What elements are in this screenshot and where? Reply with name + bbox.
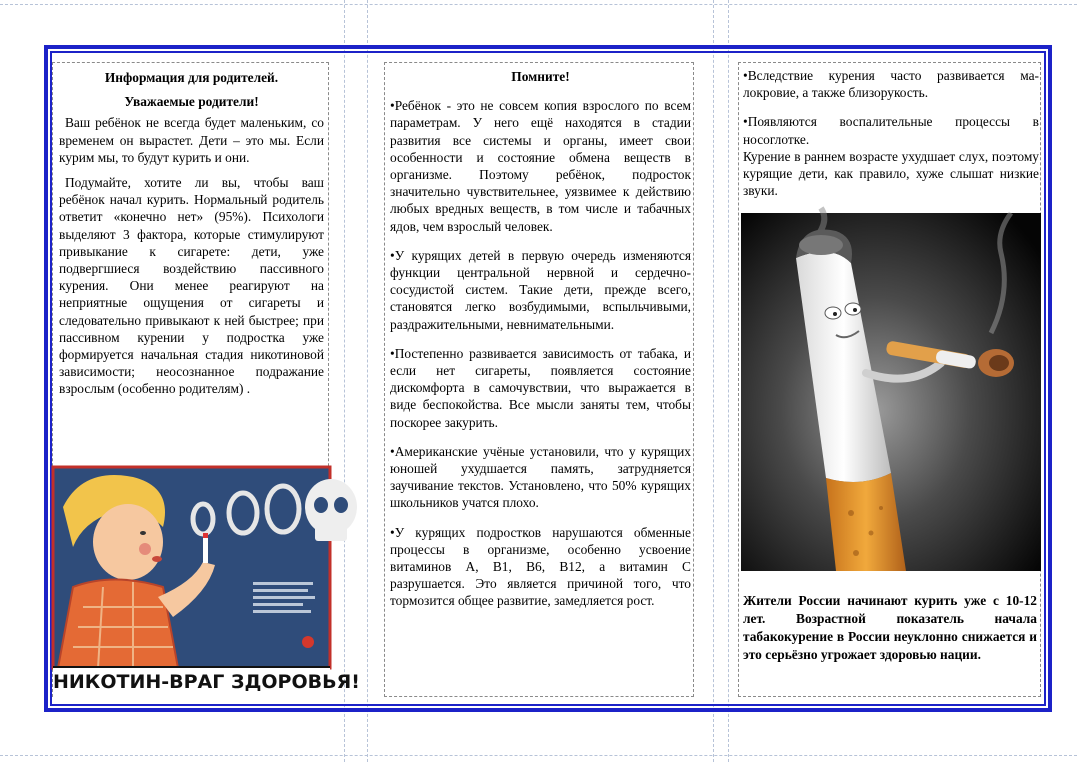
bullet-item: •Ребёнок - это не совсем копия взрослого по всем параметрам. У него ещё находятся в стадии развития все системы и органы, имеет свои особенности и состояние обмена веществ в организме. Поэтому ребёнок, подросток значительно чувствительнее, уязвимее к действию любых вредных веществ, в том числе и табачных ядов, чем взрослый человек. (390, 98, 691, 234)
poster-illustration (53, 467, 330, 668)
paragraph: Подумайте, хотите ли вы, чтобы ваш ребёнок начал курить. Нормальный родитель ответит «конечно нет» (95%). Психологи выделяют 3 фактора, которые стимулируют привыкание к сигарете: дети, уже подвергшиеся воздействию пассивного курения. Они менее реагируют на неприятные ощущения от сигареты и следовательно привыкают к ней быстрее; при пассивном курении у подростка уже формируется начальная стадия никотиновой зависимости; неосознанное подражание взрослым (особенно родителям) . (59, 175, 324, 397)
bullet-item: •Появляются воспалительные процессы в носоглотке. (743, 114, 1039, 147)
column-remember (384, 62, 694, 697)
column-1-subtitle: Уважаемые родители! (124, 94, 259, 110)
paragraph: Ваш ребёнок не всегда будет маленьким, со временем он вырастет. Дети – это мы. Если курим мы, то будут курить и они. (59, 115, 324, 165)
paragraph: Курение в раннем возрасте ухудшает слух, поэтому курящие дети, как правило, хуже слышат низкие звуки. (743, 148, 1039, 199)
bullet-item: •Американские учёные установили, что у курящих юношей ухудшается память, затрудняется заучивание текстов. Установлено, что 50% курящих школьников учатся плохо. (390, 443, 691, 511)
column-1-text (59, 69, 324, 406)
anti-smoking-poster (53, 467, 360, 697)
column-parents-info (52, 62, 360, 697)
bullet-item: •Вследствие курения часто развивается малокровие, а также близорукость. (743, 68, 1039, 101)
column-2-title: Помните! (511, 69, 570, 84)
column-consequences (738, 62, 1041, 697)
page-guide (0, 755, 1077, 756)
russia-smoking-age-note: Жители России начинают курить уже с 10-12 лет. Возрастной показатель начала табакокурение в России неуклонно снижается и это серьёзно угрожает здоровью нации. (743, 593, 1037, 662)
column-1-title: Информация для родителей. (104, 70, 279, 85)
column-3-text (743, 67, 1039, 199)
bullet-item: •Постепенно развивается зависимость от табака, и если нет сигареты, появляется состояние дискомфорта в самочувствии, что выражается в виде беспокойства. Все мысли заняты тем, чтобы поскорее закурить. (390, 345, 691, 430)
bullet-item: •У курящих подростков нарушаются обменные процессы в организме, особенно усвоение витаминов А, В1, В6, В12, а витамин С разрушается. Это является причиной того, что тормозится общее развитие, замедляется рост. (390, 524, 691, 609)
cigarette-illustration (741, 213, 1041, 571)
cigarette-character-photo (741, 213, 1041, 571)
column-2-text (390, 68, 691, 610)
page-guide (0, 4, 1077, 5)
poster-caption: НИКОТИН-ВРАГ ЗДОРОВЬЯ! (53, 666, 330, 697)
bullet-item: •У курящих детей в первую очередь изменяются функции центральной нервной и сердечно-сосудистой систем. Такие дети, прежде всего, становятся легко возбудимыми, вспыльчивыми, раздражительными, невнимательными. (390, 247, 691, 332)
